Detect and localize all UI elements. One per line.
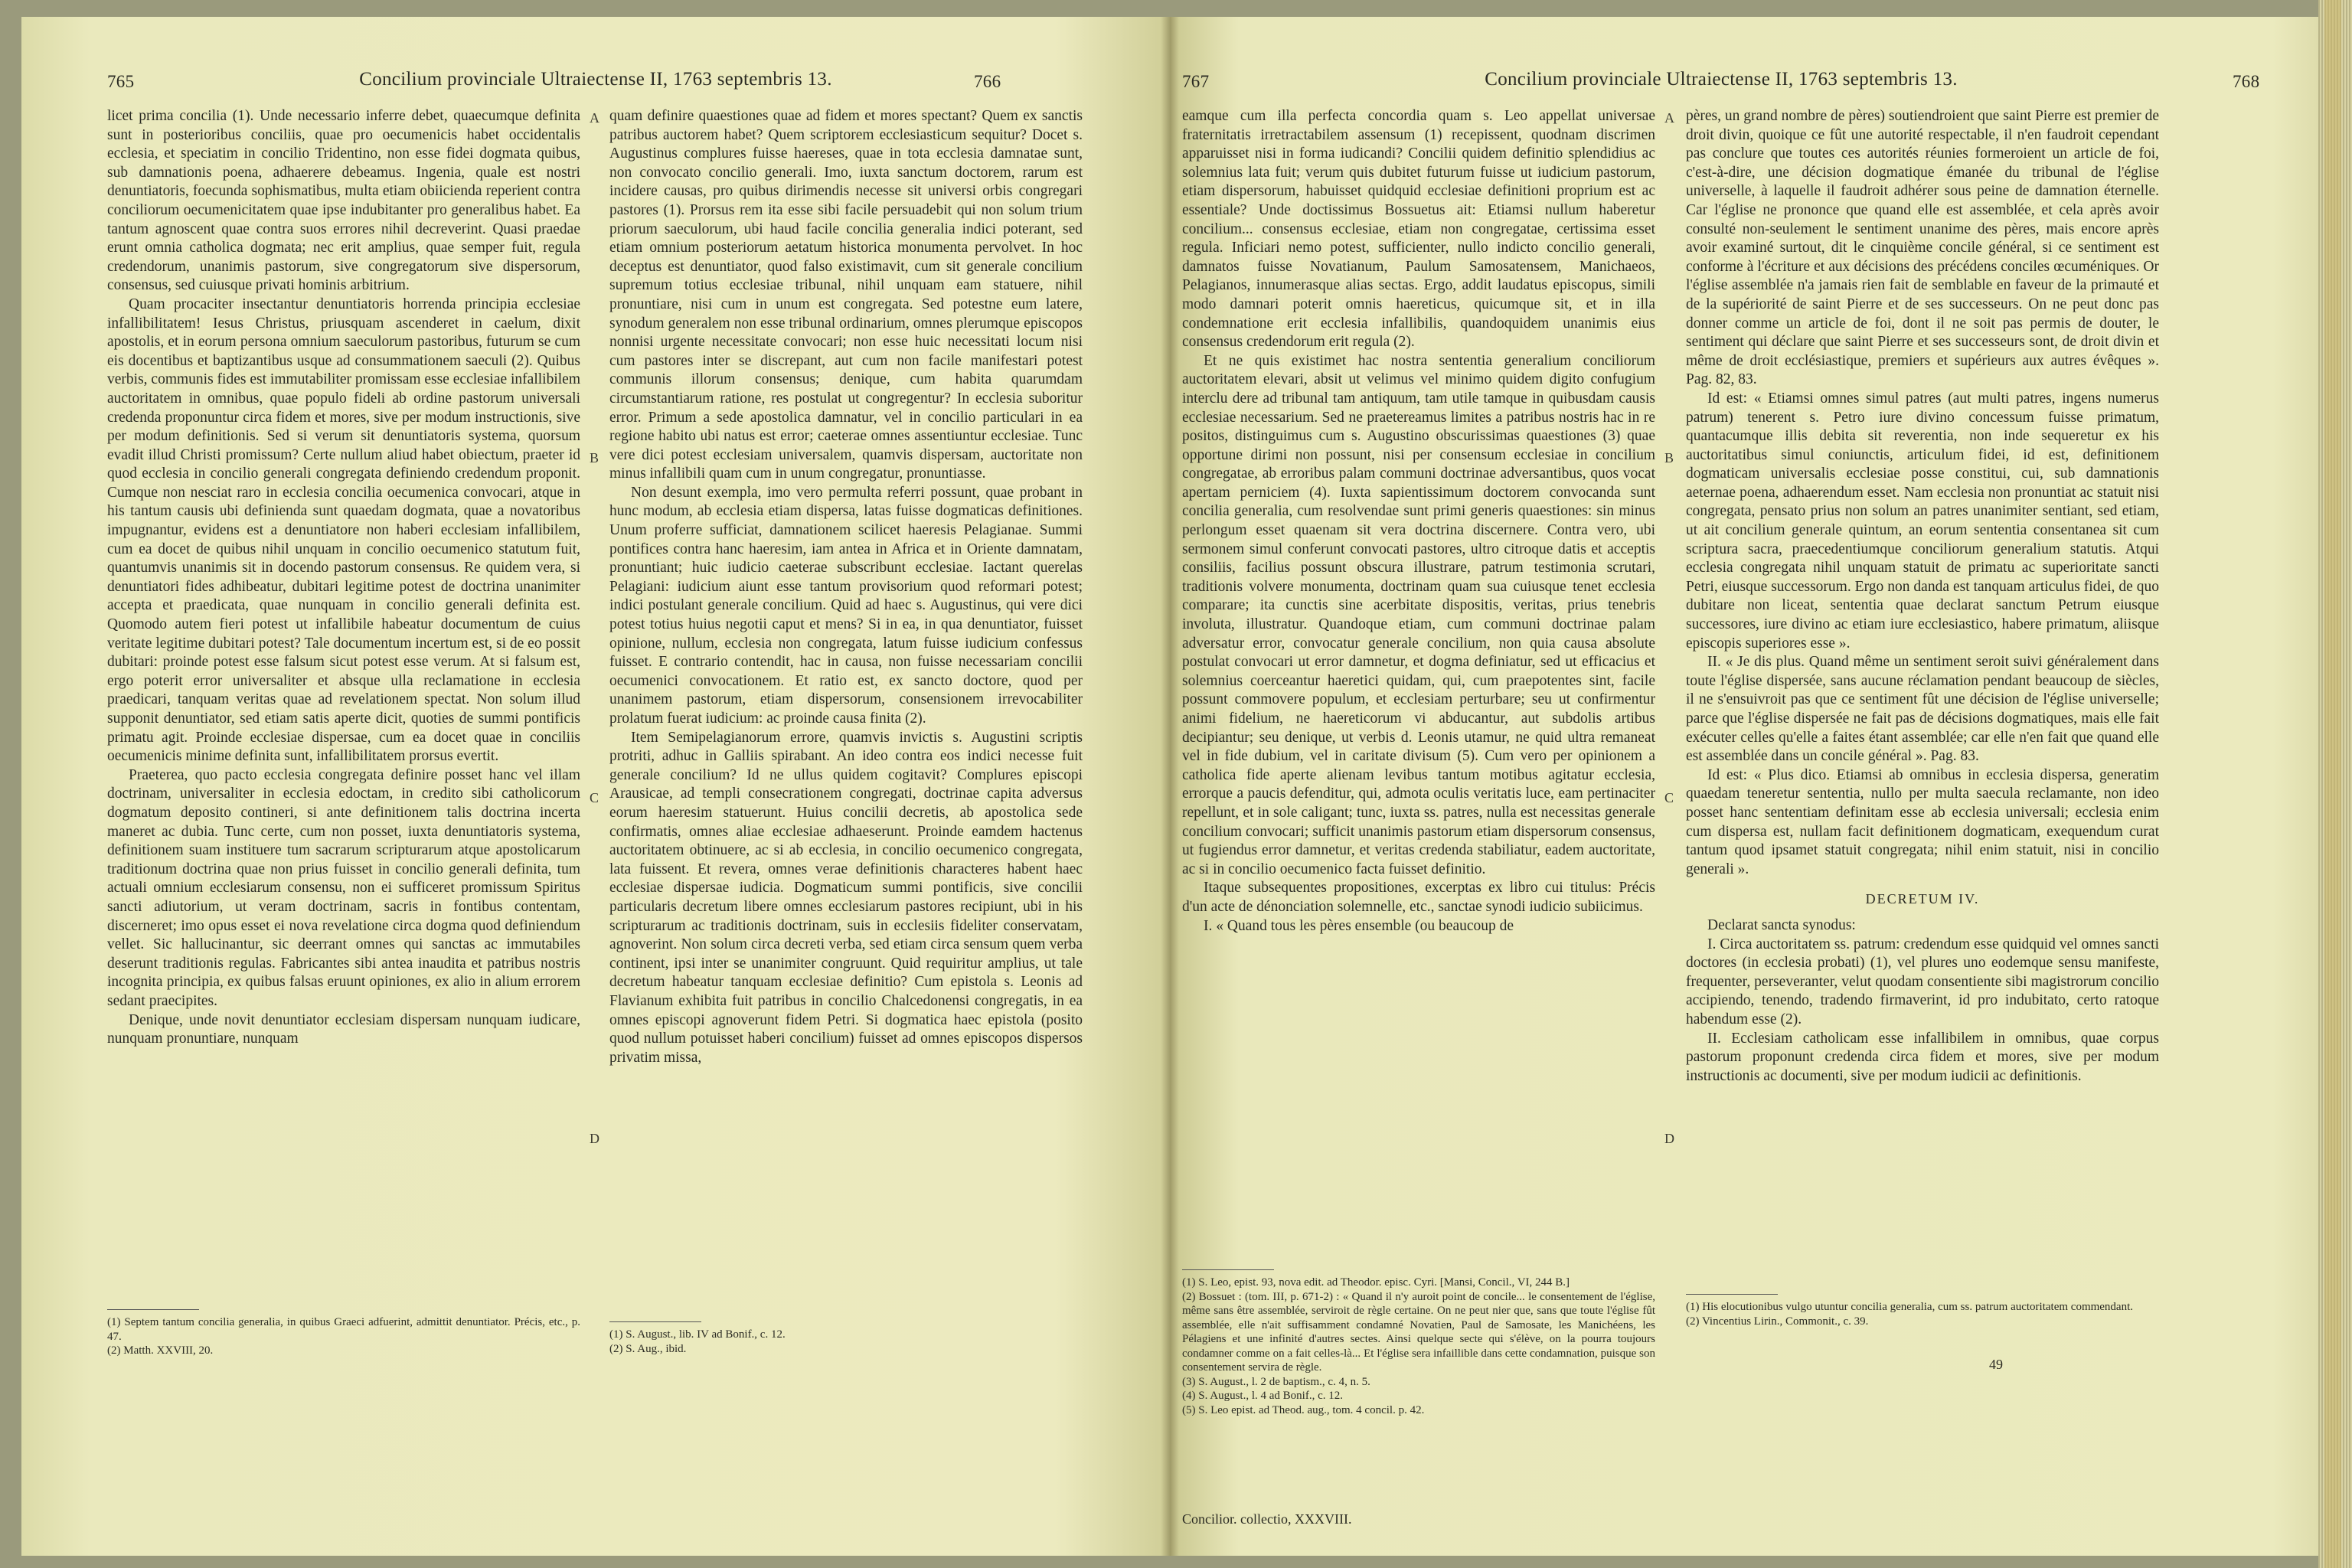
left-page-header: [21, 64, 1170, 95]
page-edges: [2318, 0, 2352, 1568]
margin-marker-d: D: [590, 1131, 599, 1146]
footnote-rule: [1182, 1269, 1274, 1270]
footnote: (2) S. Aug., ibid.: [609, 1342, 687, 1355]
footnote: (2) Bossuet : (tom. III, p. 671-2) : « Quand il n'y auroit point de concile... le consentement de l'église, même sans être assemblée, serviroit de règle certaine. On ne peut nier que, sans que toute l'église fût assemblée, elle n'ait suffisamment condamné Novatien, Paul de Samosate, les Manichéens, les Pélagiens et une infinité d'autres sectes. Ainsi quelque secte qui s'élève, on la pourra toujours condamner comme on a fait celles-là... Et l'église sera infaillible dans cette condamnation, puisque son consentement servira de règle.: [1182, 1290, 1655, 1374]
margin-marker-a: A: [1664, 110, 1674, 126]
paragraph: Itaque subsequentes propositiones, excerptas ex libro cui titulus: Précis d'un acte de dénonciation solemnelle, etc., sanctae synodi iudicio subiicimus.: [1182, 880, 1655, 915]
right-page-col2-footnotes: [1686, 1300, 2159, 1354]
footnote: (3) S. August., l. 2 de baptism., c. 4, n. 5.: [1182, 1375, 1370, 1388]
paragraph: II. « Je dis plus. Quand même un sentiment seroit suivi généralement dans toute l'église dispersée, sans aucune réclamation pendant beaucoup de siècles, il ne s'ensuivroit pas que ce sentiment fût une décision de l'église universelle; parce que l'église dispersée ne fait pas de décisions dogmatiques, mais elle fait exécuter celles qu'elle a faites étant assemblée; car elle n'en fait que quand elle est assemblée dans un concile général ». Pag. 83.: [1686, 654, 2159, 765]
paragraph: Praeterea, quo pacto ecclesia congregata definire posset hanc vel illam doctrinam, universaliter in ecclesia edoctam, in credito sibi catholicorum dogmatum deposito contineri, si ante definitionem talis doctrina incerta maneret ac dubia. Tunc certe, cum non posset, iuxta denuntiatoris systema, definitionem suam instituere tum sacrarum scripturarum atque apostolicarum traditionum doctrina quae non prius fuisset in concilio generali definita, tum actuali omnium ecclesiarum consensu, non ei sufficeret promissum Spiritus sancti adiutorium, ut veram doctrinam, sacris in fontibus contentam, discerneret; imo opus esset ei nova revelatione circa dogma quod definiendum vellet. Sic hallucinantur, sic deerrant omnes qui sanctas ac immutabiles deserunt traditionis regulas. Fabricantes sibi antea inaudita et patribus nostris incognita principia, ex quibus falsas eruunt opiniones, ex alio in alium errorem sedant praecipites.: [107, 766, 580, 1009]
paragraph: I. Circa auctoritatem ss. patrum: credendum esse quidquid vel omnes sancti doctores (in ecclesia probati) (1), vel plures uno eodemque sensu manifeste, frequenter, perseveranter, velut quodam consentiente sibi magistrorum concilio accipiendo, tenendo, tradendo firmaverint, id pro indubitato, certo ratoque habendum esse (2).: [1686, 936, 2159, 1027]
footnote-rule: [107, 1309, 199, 1310]
paragraph: Non desunt exempla, imo vero permulta referri possunt, quae probant in hunc modum, ab ecclesia etiam dispersa, latas fuisse dogmaticas definitiones. Unum proferre sufficiat, damnationem scilicet haeresis Pelagianae. Summi pontifices contra hanc haeresim, iam antea in Africa et in Oriente damnatam, pronuntiant; huic iudicio caeterae subscribunt ecclesiae. Iactant querelas Pelagiani: iudicium aiunt esse tantum provisorium quod reformari potest; indici postulant generale concilium. Quid ad haec s. Augustinus, qui vere dici potest totius huius negotii caput et mens? Si in ea, in qua denuntiator, fuisset opinione, nullum, ecclesia non congregata, latum fuisse iudicium confessus fuisset. E contrario contendit, hac in causa, non fuisse necessariam concilii oecumenici convocationem. Et ratio est, ex sancto doctore, quod per unanimem pastorum, etiam dispersorum, consensionem irrevocabiliter prolatum fuerat iudicium: ac proinde causa finita (2).: [609, 484, 1083, 727]
decretum-heading: DECRETUM IV.: [1865, 891, 1980, 907]
margin-marker-b: B: [1664, 450, 1674, 466]
running-title: Concilium provinciale Ultraiectense II, 1763 septembris 13.: [359, 69, 832, 90]
footnote: (1) Septem tantum concilia generalia, in quibus Graeci adfuerint, admittit denuntiator. Précis, etc., p. 47.: [107, 1316, 580, 1343]
paragraph: eamque cum illa perfecta concordia quam s. Leo appellat universae fraternitatis irretractabilem assensum (1) recepissent, quodnam discrimen apparuisset nisi in forma iudicandi? Concilii quidem definitio splendidius ac solemnius lata fuit; verum quis dubitet futurum fuisse ut iudicium pastorum, etiam dispersorum, habuisset quidquid ecclesiae definitioni proprium est ac essentiale? Unde doctissimus Bossuetus ait: Etiamsi nullum haberetur concilium... consensus ecclesiae, etiam non congregatae, certissima esset regula. Inficiari nemo potest, sufficienter, nullo indicto concilio generali, damnatos fuisse Novatianum, Paulum Samosatensem, Manichaeos, Pelagianos, innumerasque alias sectas. Ergo, addit laudatus episcopus, simili modo damnari poterit omnis haereticus, quicumque sit, et in illa condemnatione erit ecclesia infallibilis, quandoquidem unanimis eius consensus credendorum erit regula (2).: [1182, 108, 1655, 351]
footnote-rule: [609, 1321, 701, 1322]
paragraph: licet prima concilia (1). Unde necessario inferre debet, quaecumque definita sunt in posterioribus conciliis, quae pro oecumenicis habet occidentalis ecclesia, et speciatim in concilio Tridentino, non esse fidei dogmata quibus, sub damnationis poena, adhaerere debeamus. Ingenia, quale est nostri denuntiatoris, foecunda sophismatibus, multa etiam obiicienda reperient contra conciliorum oecumenicitatem quae ipse indubitanter pro generalibus habet. Ea tantum agnoscent quae contra suos errores nihil decreverint. Quasi praedae erunt omnia catholica dogmata; nec erit amplius, quae semper fuit, regula credendorum, unanimis pastorum, sive congregatorum sive dispersorum, consensus, sed cuiusque privati hominis arbitrium.: [107, 108, 580, 294]
margin-marker-c: C: [590, 790, 599, 805]
paragraph: II. Ecclesiam catholicam esse infallibilem in omnibus, quae corpus pastorum proponunt credenda circa fidem et mores, sive per modum instructionis ac documenti, sive per modum iudicii ac definitionis.: [1686, 1030, 2159, 1084]
right-page-header: [1170, 64, 2318, 95]
paragraph: quam definire quaestiones quae ad fidem et mores spectant? Quem ex sanctis patribus auctorem habet? Quem scriptorem ecclesiasticum sequitur? Docet s. Augustinus complures fuisse haereses, quae in tota ecclesia damnatae sunt, non convocato concilio generali. Imo, iuxta sanctum doctorem, rarum est incidere causas, pro quibus dirimendis necesse sit universi orbis congregari pastores (1). Prorsus rem ita esse sibi facile persuadebit qui non solum trium priorum saeculorum, ubi haud facile concilia generalia indici poterant, sed etiam omnium posteriorum aetatum historica monumenta pervolvet. In hoc deceptus est denuntiator, quod falso existimavit, cum sit generale concilium supremum totius ecclesiae tribunal, nihil unquam eam statuere, nihil pronuntiare, nisi cum in unum est congregata. Sed potestne eum latere, synodum generalem non esse tribunal ordinarium, omnes plerumque episcopos nonnisi urgente necessitate convocari; non esse huic necessitati locum nisi cum pastores inter se discrepant, aut cum non facile manifestari potest communis illorum consensus; denique, cum habita quarumdam circumstantiarum ratione, res postulat ut congregentur? In ecclesia suboritur error. Primum a sede apostolica damnatur, vel in concilio particulari in ea regione habito ubi natus est error; caeterae omnes assentiuntur ecclesiae. Tunc vere dici potest ecclesiam universalem, quamvis dispersam, auctoritate non minus infallibili quam cum in unum congregatur, pronuntiasse.: [609, 108, 1083, 482]
left-page-column-2: [609, 107, 1083, 1271]
signature-mark: Concilior. collectio, XXXVIII.: [1182, 1511, 1352, 1527]
page-number-767: 767: [1182, 72, 1210, 91]
running-title: Concilium provinciale Ultraiectense II, 1763 septembris 13.: [1485, 69, 1958, 90]
left-page: [21, 17, 1170, 1556]
paragraph: Id est: « Plus dico. Etiamsi ab omnibus in ecclesia dispersa, generatim quaedam teneretur sententia, nullo per multa saecula reclamante, non ideo posset hanc sententiam definitam esse ab ecclesia universali; ecclesia enim cum dispersa est, nullam facit definitionem dogmaticam, exequendum curat tantum quod ipsamet statuit congregata; nihil enim statuit, nisi in concilio generali ».: [1686, 766, 2159, 877]
left-page-col2-footnotes: [609, 1328, 1083, 1389]
footnote: (1) His elocutionibus vulgo utuntur concilia generalia, cum ss. patrum auctoritatem commendant.: [1686, 1301, 2134, 1313]
right-page: [1170, 17, 2318, 1556]
page-number-766: 766: [974, 72, 1001, 91]
paragraph: Quam procaciter insectantur denuntiatoris horrenda principia ecclesiae infallibilitatem! Iesus Christus, priusquam ascenderet in caelum, dixit apostolis, et in eorum persona omnium saeculorum pastoribus, futurum se cum eis docentibus et baptizantibus usque ad consummationem saeculi (2). Quibus verbis, communis fides est immutabiliter promissam esse ecclesiae infallibilem auctoritatem in omnibus, quae populo fideli ab ordine pastorum universali credenda proponuntur circa fidem et mores, sive per modum instructionis, sive per modum definitionis. Sed si verum sit denuntiatoris systema, quorsum evadit illud Christi promissum? Certe nullum aliud habet obiectum, praeter id quod ecclesia in concilio generali congregata definiendo credendum proponit. Cumque non nesciat raro in ecclesia concilia oecumenica convocari, atque in his tantum causis ubi definienda sunt quaedam dogmata, quae a novatoribus impugnantur, evidens est a denuntiatore non haberi ecclesiam infallibilem, cum ea docet de quibus nihil unquam in concilio oecumenico statutum fuit, quantumvis unanimis sit in docendo pastorum consensus. Re quidem vera, si denuntiatori fides adhibeatur, dubitari legitime potest de doctrina unanimiter accepta et praedicata, quae nunquam in concilio generali definita est. Quomodo autem fieri potest ut infallibile habeatur documentum de cuius veritate legitime dubitari potest? Tale documentum incertum est, si de eo possit dubitari: proinde potest esse falsum sicut potest esse verum. At si falsum est, ergo poterit error universaliter et absque ulla reclamatione in ecclesia praedicari, tanquam veritas quae ad revelationem spectat. Non solum illud supponit denuntiator, sed etiam satis aperte dicit, quoties de summi pontificis primatu agit. Proinde ecclesiae dispersae, cum ea docet quae in conciliis oecumenicis minime definita sunt, infallibilitatem prorsus evertit.: [107, 296, 580, 765]
margin-marker-d: D: [1664, 1131, 1674, 1146]
right-page-column-1: [1182, 107, 1655, 1187]
paragraph: Item Semipelagianorum errore, quamvis invictis s. Augustini scriptis protriti, adhuc in Galliis spirabant. An ideo contra eos indici necesse fuit generale concilium? Id ne ullus quidem cogitavit? Complures episcopi Arausicae, ad templi consecrationem congregati, doctrinae capita adversus eorum haeresim statuerunt. Huius concilii decretis, ab apostolica sede confirmatis, omnes aliae ecclesiae adhaeserunt. Proinde eamdem hactenus auctoritatem obtinuere, ac si ab ecclesia, in concilio oecumenico congregata, lata fuissent. Et revera, omnes verae definitionis characteres habent haec ecclesiae dispersae iudicia. Dogmaticum summi pontificis, sive concilii particularis decretum libere omnes ecclesiarum pastores recipiunt, ubi in his scripturarum ac traditionis doctrinam, suis in ecclesiis fideliter conservatam, agnoverint. Non solum circa decreti verba, sed etiam circa sensum quem verba continent, ipsi inter se unanimiter congruunt. Quid requiritur amplius, ut tale decretum habeatur tanquam ecclesiae definitio? Cum epistola s. Leonis ad Flavianum exhibita fuit patribus in concilio Chalcedonensi congregatis, in ea omnes episcopi agnoverunt fidem Petri. Si dogmatica haec epistola (posito quod nullum potuisset haberi concilium) fuisset ad omnes episcopos dispersos privatim missa,: [609, 729, 1083, 1066]
margin-marker-b: B: [590, 450, 599, 466]
footnote: (2) Vincentius Lirin., Commonit., c. 39.: [1686, 1315, 1869, 1328]
folio-number: 49: [1989, 1357, 2003, 1372]
footnote-rule: [1686, 1294, 1778, 1295]
paragraph: pères, un grand nombre de pères) soutiendroient que saint Pierre est premier de droit divin, quoique ce fût une autorité respectable, il n'en faudroit cependant pas conclure que toutes ces autorités réunies formeroient un article de foi, c'est-à-dire, une décision dogmatique émanée du tribunal de l'église universelle, à laquelle il faudroit adhérer sous peine de damnation éternelle. Car l'église ne prononce que quand elle est assemblée, et cela après avoir consulté non-seulement le sentiment unanime des pères, mais encore après avoir examiné surtout, dit le cinquième concile général, si ce sentiment est conforme à l'écriture et aux décisions des précédens conciles œcuméniques. Or l'église assemblée n'a jamais rien fait de semblable en faveur de la primauté et de la supériorité de saint Pierre et de ses successeurs. On ne peut donc pas donner comme un article de foi, dont il ne soit pas permis de douter, le sentiment qui déclare que saint Pierre et ses successeurs sont, de droit divin et même de droit ecclésiastique, premiers et supérieurs aux autres évêques ». Pag. 82, 83.: [1686, 108, 2159, 388]
paragraph: Declarat sancta synodus:: [1707, 916, 1856, 933]
paragraph: Denique, unde novit denuntiator ecclesiam dispersam nunquam iudicare, nunquam pronuntiare, nunquam: [107, 1011, 580, 1047]
book-gutter: [1161, 17, 1179, 1556]
paragraph: I. « Quand tous les pères ensemble (ou beaucoup de: [1204, 917, 1514, 934]
margin-marker-c: C: [1664, 790, 1674, 805]
footnote: (1) S. August., lib. IV ad Bonif., c. 12.: [609, 1328, 786, 1341]
paragraph: Id est: « Etiamsi omnes simul patres (aut multi patres, ingens numerus patrum) tenerent s. Petro iure divino concessum fuisse primatum, quantacumque illis debita sit reverentia, non inde sequeretur ex his auctoritatibus simul coniunctis, articulum fidei, id est, definitionem dogmaticam universalis ecclesiae posse constitui, cui, sub damnationis aeternae poena, adhaerendum esset. Nam ecclesia non pronuntiat ac statuit nisi congregata, pensato prius non solum an patres unanimiter sentiant, sed etiam, ut ait concilium generale quintum, an eorum sententia consentanea sit cum scriptura sacra, praecedentiumque conciliorum generalium statutis. Atqui ecclesia congregata nihil unquam statuit de primatu ac superioritate sancti Petri, eiusque successorum. Ergo non danda est tanquam articulus fidei, de quo dubitare non liceat, sententia quae declarat sanctum Petrum eiusque successores, iure divino ac etiam iure ecclesiastico, habere primatum, aliisque episcopis superiores esse ».: [1686, 390, 2159, 652]
margin-marker-a: A: [590, 110, 599, 126]
page-number-765: 765: [107, 72, 135, 91]
footnote: (1) S. Leo, epist. 93, nova edit. ad Theodor. episc. Cyri. [Mansi, Concil., VI, 244 B.]: [1182, 1276, 1570, 1289]
footnote: (2) Matth. XXVIII, 20.: [107, 1344, 214, 1357]
footnote: (5) S. Leo epist. ad Theod. aug., tom. 4 concil. p. 42.: [1182, 1403, 1425, 1416]
footnote: (4) S. August., l. 4 ad Bonif., c. 12.: [1182, 1390, 1343, 1402]
paragraph: Et ne quis existimet hac nostra sententia generalium conciliorum auctoritatem elevari, absit ut velimus vel minimo quidem digito confugium interclu dere ad tribunal tam antiquum, tam utile tamque in quibusdam causis ecclesiae necessarium. Sed ne praetereamus limites a patribus nostris hac in re positos, distinguimus cum s. Augustino obscurissimas quaestiones (3) quae opportune dirimi non possunt, nisi per consensum ecclesiae in concilium congregatae, ab erroribus palam communi doctrinae adversantibus, quos vocat apertam perniciem (4). Iuxta sapientissimum doctorem convocanda sunt concilia generalia, cum resolvendae sunt primi generis quaestiones: sin minus perlongum esset quaenam sit vera doctrina discernere. Contra vero, ubi sermonem simul conferunt convocati pastores, ultro citroque datis et acceptis consiliis, facilius possunt obscura illustrare, patrum testimonia scrutari, traditionis volvere monumenta, doctrinam quam sua cuiusque tenet ecclesia comparare; ita cunctis sine acerbitate dispositis, veritas, prius tenebris involuta, illustratur. Quandoque etiam, cum communi doctrinae palam adversatur error, convocatur generale concilium, non quia causa absolute postulat convocari ut error damnetur, et dogma definiatur, sed ut efficacius et solemnius coerceantur haeretici quidam, qui, cum praepotentes sint, facile possunt commovere populum, et ecclesiam perturbare; seu ut confirmentur animi fidelium, ne haereticorum vi abducantur, aut subdolis artibus decipiantur; seu denique, ut verbis d. Leonis utamur, ne quid ultra remaneat vel in fide dubium, vel in caritate divisum (5). Cum vero per opinionem a catholica fide aperte alienam levibus tantum motibus agitatur ecclesia, errorque a paucis defenditur, qui, admota oculis veritatis luce, eam pertinaciter repellunt, et in sole caligant; tunc, iuxta ss. patres, nulla est necessitas generale concilium convocari; sufficit unanimis pastorum etiam dispersorum consensus, ut fugiendus error damnetur, et veritas credenda stabiliatur, eadem auctoritate, ac si in concilio oecumenico facta fuisset definitio.: [1182, 352, 1655, 877]
book-spread: [21, 17, 2318, 1556]
page-number-768: 768: [2233, 72, 2260, 91]
right-page-column-2: [1686, 107, 2159, 1271]
left-page-column-1: [107, 107, 580, 1271]
right-page-col1-footnotes: [1182, 1276, 1655, 1505]
left-page-col1-footnotes: [107, 1315, 580, 1407]
